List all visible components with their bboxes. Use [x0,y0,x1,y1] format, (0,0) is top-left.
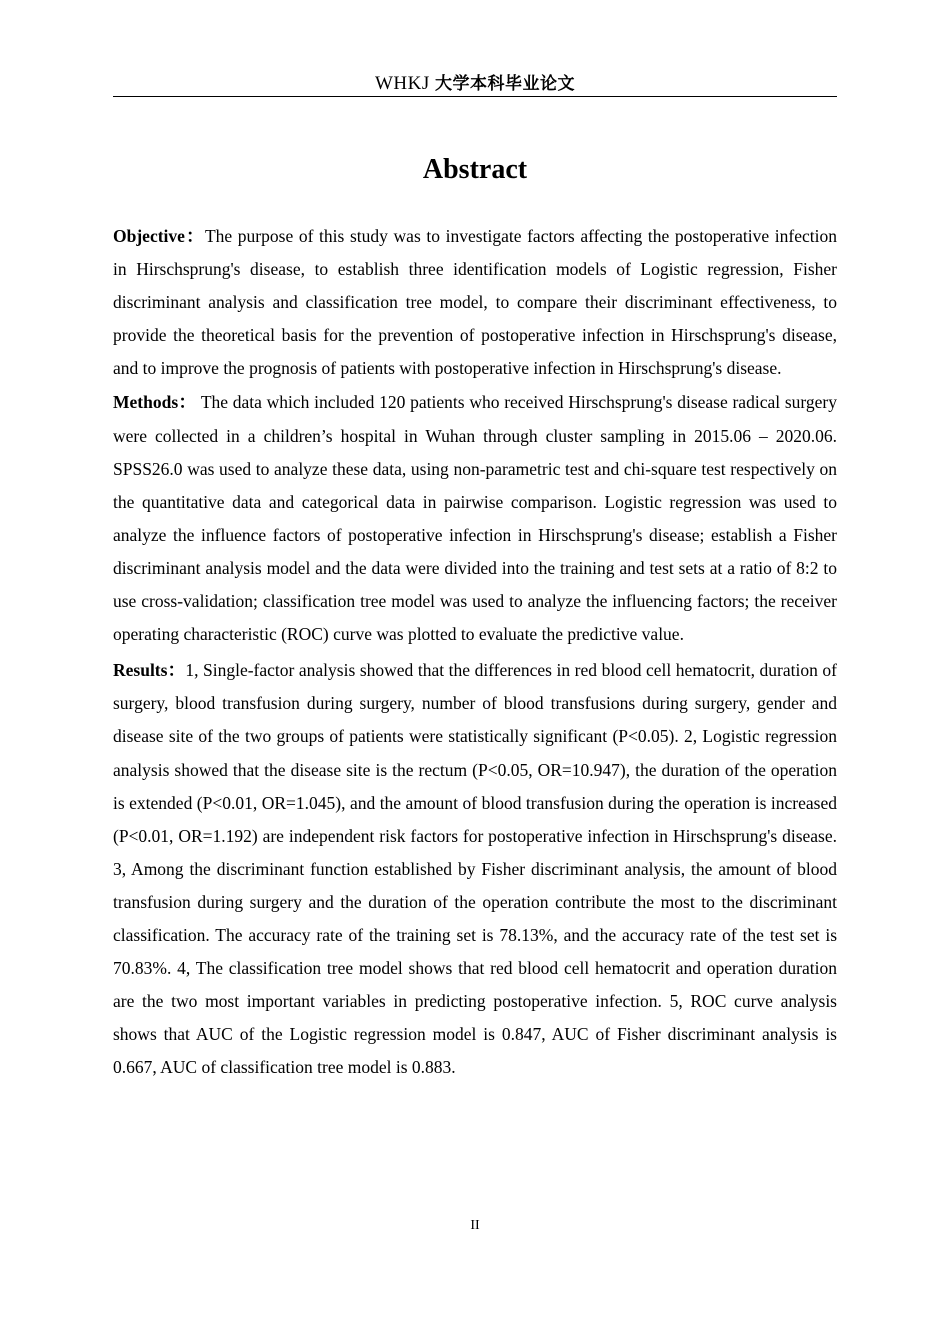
methods-text: The data which included 120 patients who received Hirschsprung's disease radical surgery were collected in a children’s hospital in Wuhan through cluster sampling in 2015.06 – 2020.06. SPSS26.0 was used to analyze these data, using non-parametric test and chi-square test respectively on the quantitative data and categorical data in pairwise comparison. Logistic regression was used to analyze the influence factors of postoperative infection in Hirschsprung's disease; establish a Fisher discriminant analysis model and the data were divided into the training and test sets at a ratio of 8:2 to use cross-validation; classification tree model was used to analyze the influencing factors; the receiver operating characteristic (ROC) curve was plotted to evaluate the predictive value. [113,392,837,645]
running-header [113,72,837,96]
abstract-body [113,220,837,1084]
header-rule [113,96,837,97]
header-latin: WHKJ [374,73,430,94]
page-title: Abstract [422,154,528,185]
header-chinese: 大学本科毕业论文 [435,74,576,94]
objective-paragraph [113,220,837,385]
results-text: 1, Single-factor analysis showed that the differences in red blood cell hematocrit, duration of surgery, blood transfusion during surgery, number of blood transfusions during surgery, gender and disease site of the two groups of patients were statistically significant (P<0.05). 2, Logistic regression analysis showed that the disease site is the rectum (P<0.05, OR=10.947), the duration of the operation is extended (P<0.01, OR=1.045), and the amount of blood transfusion during the operation is increased (P<0.01, OR=1.192) are independent risk factors for postoperative infection in Hirschsprung's disease. 3, Among the discriminant function established by Fisher discriminant analysis, the amount of blood transfusion during surgery and the duration of the operation contribute the most to the discriminant classification. The accuracy rate of the training set is 78.13%, and the accuracy rate of the test set is 70.83%. 4, The classification tree model shows that red blood cell hematocrit and operation duration are the two most important variables in predicting postoperative infection. 5, ROC curve analysis shows that AUC of the Logistic regression model is 0.847, AUC of Fisher discriminant analysis is 0.667, AUC of classification tree model is 0.883. [113,660,838,1078]
objective-text: The purpose of this study was to investigate factors affecting the postoperative infection in Hirschsprung's disease, to establish three identification models of Logistic regression, Fisher discriminant analysis and classification tree model, to compare their discriminant effectiveness, to provide the theoretical basis for the prevention of postoperative infection in Hirschsprung's disease, and to improve the prognosis of patients with postoperative infection in Hirschsprung's disease. [113,226,837,379]
page-number: II [470,1218,480,1233]
results-label: Results： [113,660,186,681]
methods-label: Methods： [113,392,197,413]
methods-paragraph [113,386,837,651]
objective-label: Objective： [113,226,205,246]
results-paragraph [113,654,837,1084]
